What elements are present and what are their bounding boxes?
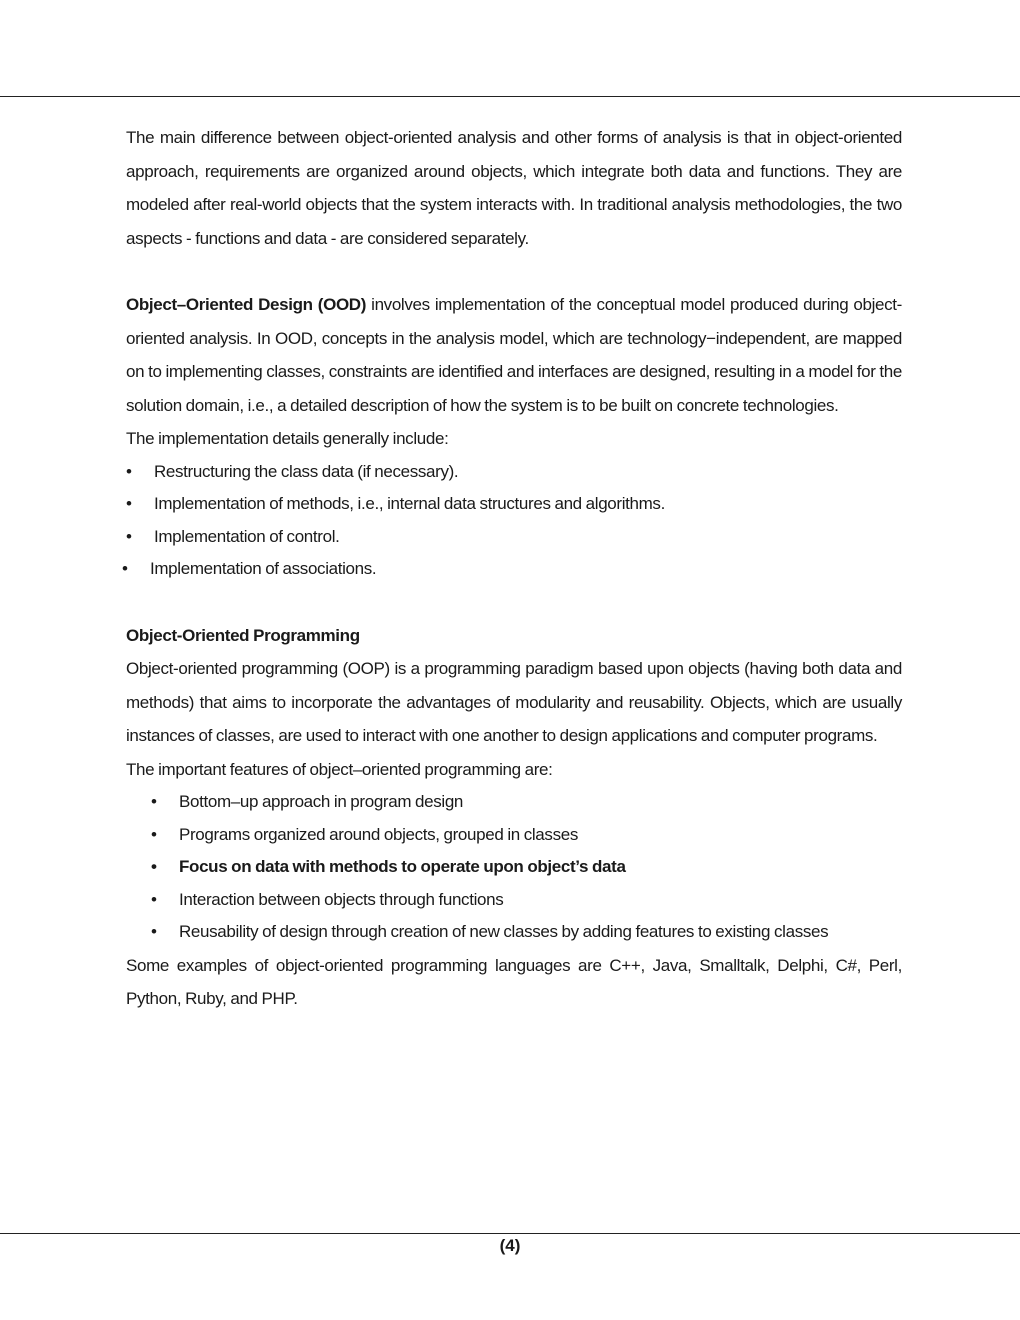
oop-examples: Some examples of object-oriented programming languages are C++, Java, Smalltalk, Delphi, C#, Perl, Python, Ruby, and PHP. <box>126 955 902 1009</box>
list-item: • Implementation of methods, i.e., internal data structures and algorithms. <box>126 488 902 521</box>
paragraph-spacer <box>126 586 902 619</box>
oop-features-list <box>126 786 902 949</box>
list-item: • Focus on data with methods to operate upon object’s data <box>151 851 902 884</box>
ood-body-text: involves implementation of the conceptual model produced during object-oriented analysis. In OOD, concepts in the analysis model, which are technology−independent, are mapped on to implementing classes, constraints are identified and interfaces are designed, resulting in a model for the solution domain, i.e., a detailed description of how the system is to be built on concrete technologies. <box>126 295 902 415</box>
ood-lead-term: Object–Oriented Design (OOD) <box>126 295 367 314</box>
intro-paragraph: The main difference between object-oriented analysis and other forms of analysis is that in object-oriented approach, requirements are organized around objects, which integrate both data and functions. They are modeled after real-world objects that the system interacts with. In traditional analysis methodologies, the two aspects - functions and data - are considered separately. <box>126 128 902 248</box>
page-content <box>126 121 902 1016</box>
list-item: • Interaction between objects through functions <box>151 884 902 917</box>
oop-features-intro: The important features of object–oriented programming are: <box>126 759 553 779</box>
ood-details-intro: The implementation details generally include: <box>126 429 449 448</box>
paragraph-spacer <box>126 255 902 288</box>
list-item: • Restructuring the class data (if necessary). <box>126 456 902 489</box>
oop-paragraph: Object-oriented programming (OOP) is a programming paradigm based upon objects (having both data and methods) that aims to incorporate the advantages of modularity and reusability. Objects, which are usually instances of classes, are used to interact with one another to design applications and computer programs. <box>126 659 902 745</box>
oop-heading: Object-Oriented Programming <box>126 625 360 645</box>
list-item: • Reusability of design through creation of new classes by adding features to existing classes <box>151 916 902 949</box>
ood-paragraph <box>126 288 902 422</box>
ood-implementation-list <box>126 456 902 586</box>
list-item: • Bottom–up approach in program design <box>151 786 902 819</box>
footer-rule <box>0 1233 1020 1234</box>
list-item: • Implementation of control. <box>126 521 902 554</box>
header-rule <box>0 96 1020 97</box>
list-item: • Programs organized around objects, grouped in classes <box>151 819 902 852</box>
list-item: • Implementation of associations. <box>122 553 902 586</box>
page-number: (4) <box>499 1236 521 1255</box>
